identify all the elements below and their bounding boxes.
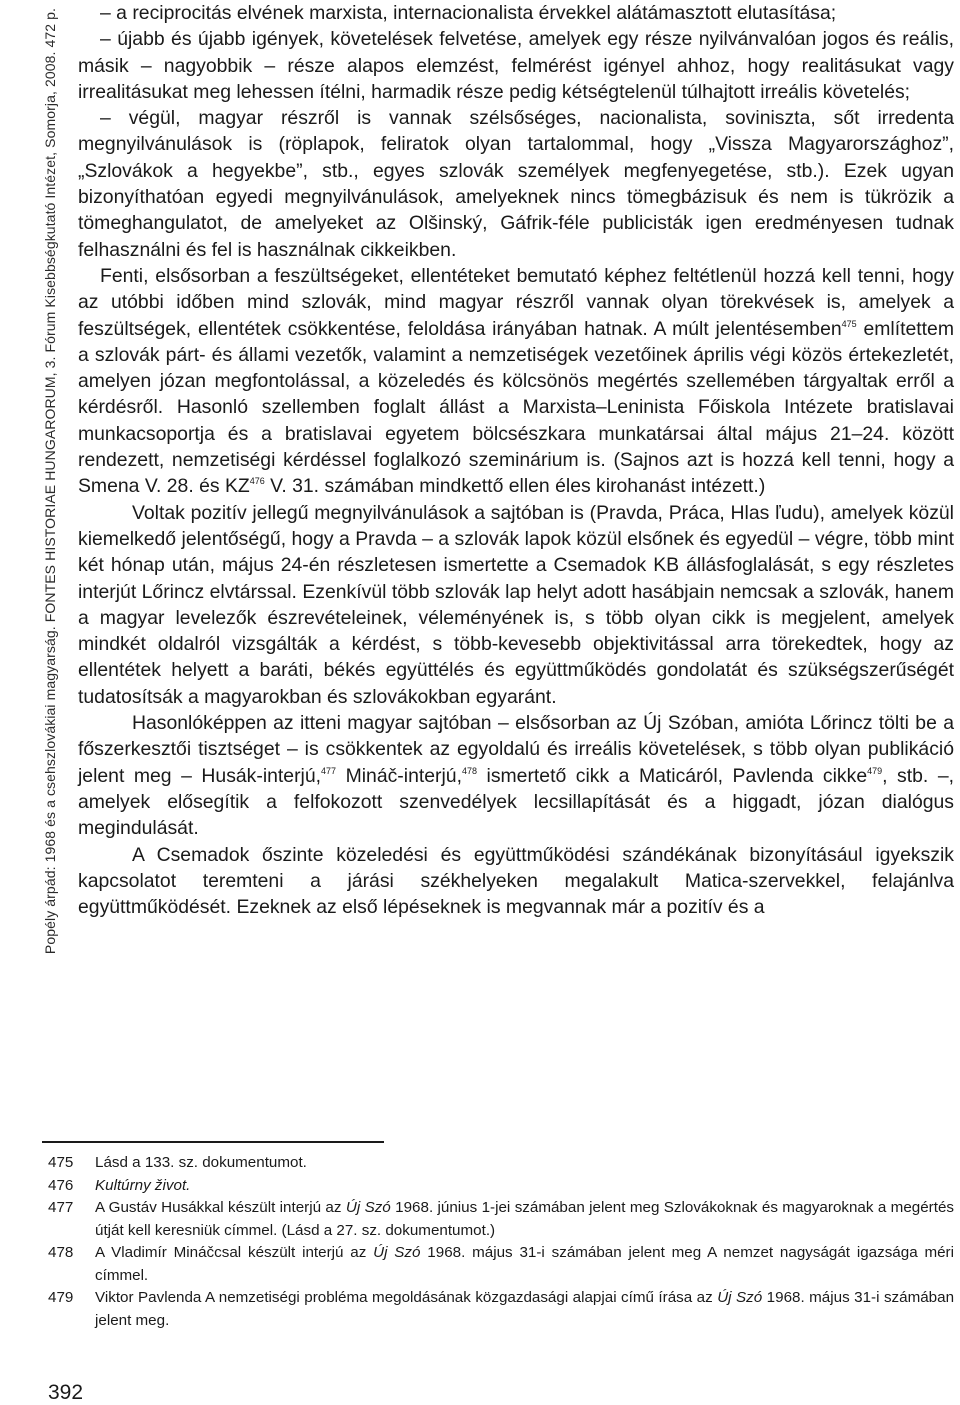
text-run: Fenti, elsősorban a feszültségeket, ellentéteket bemutató képhez feltétlenül hozzá kell tenni, hogy az utóbbi időben mind szlovák, mind magyar részről vannak olyan törekvések is, amelyek a feszültségek, ellentétek csökkentése, feloldása irányában hatnak. A múlt jelentésemben — [78, 264, 954, 340]
footnote-479 — [48, 1287, 954, 1332]
paragraph-7 — [78, 842, 954, 921]
footnote-text — [95, 1197, 954, 1242]
footnote-number: 479 — [48, 1289, 74, 1306]
paragraph-3 — [78, 105, 954, 263]
text-run: , stb. –, amelyek elősegítik a felfokozott szenvedélyek lecsillapítását és a higgadt, józan dialógus megindulását. — [78, 764, 954, 840]
footnote-ref: 478 — [461, 765, 477, 776]
text-run: Viktor Pavlenda A nemzetiségi probléma megoldásának közgazdasági alapjai című írása az — [95, 1289, 718, 1306]
text-run: említettem a szlovák párt- és állami vezetők, valamint a nemzetiségek vezetőinek április végi közös értekezletét, amelyen józan megfontolással, a közeledés és kölcsönös megértés szellemében tárgyaltak erről a kérdésről. Hasonló szellemben foglalt állást a Marxista–Leninista Főiskola Intézete bratislavai munkacsoportja és a bratislavai egyetem bölcsészkara munkatársai által május 21–24. között rendezett, nemzetiségi kérdéssel foglalkozó szeminárium is. (Sajnos azt is hozzá kell tenni, hogy a Smena V. 28. és KZ — [78, 317, 954, 498]
footnote-text — [95, 1287, 954, 1332]
text-run: A Csemadok őszinte közeledési és együttműködési szándékának bizonyításául igyekszik kapcsolatot teremteni a járási székhelyeken megalakult Matica-szervekkel, felajánlva együttműködését. Ezeknek az első lépéseknek is megvannak már a pozitív és a — [78, 843, 954, 919]
italic-title: Kultúrny život. — [95, 1176, 191, 1194]
italic-title: Új Szó — [345, 1199, 391, 1216]
footnote-ref: 476 — [249, 476, 265, 487]
italic-title: Új Szó — [717, 1289, 763, 1306]
text-run: 1968. május 31-i számában jelent meg A nemzet nagyságát igazsága méri címmel. — [95, 1244, 954, 1284]
text-run: A Vladimír Mináčcsal készült interjú az — [95, 1244, 374, 1261]
text-run: – végül, magyar részről is vannak szélsőséges, nacionalista, soviniszta, sőt irredenta megnyilvánulások is (röplapok, feliratok olyan tartalommal, hogy „Vissza Magyarországhoz”, „Szlovákok a hegyekbe”, stb., egyes szlovák személyek megfenyegetése, stb.). Ezek ugyan bizonyíthatóan egyedi megnyilvánulások, amelyeknek nincs tömegbázisuk és nem is tükrözik a tömeghangulatot, de amelyeket az Olšinský, Gáfrik-féle publicisták igen eredményesen tudnak felhasználni és fel is használnak cikkeikben. — [78, 107, 954, 261]
text-run: 1968. május 31-i számában jelent meg. — [95, 1289, 955, 1329]
footnote-number: 477 — [48, 1199, 74, 1216]
main-text — [78, 0, 954, 920]
text-run: Voltak pozitív jellegű megnyilvánulások a sajtóban is (Pravda, Práca, Hlas ľudu), amelyek közül kiemelkedő jelentőségű, hogy a Pravda – a szlovák lapok közül elsőnek és egyedül – végre, több mint két hónap után, május 24-én részletesen ismertette a Csemadok KB állásfoglalását, s egy részletes interjút Lőrincz elvtárssal. Ezenkívül több szlovák lap helyt adott hasábjain nemcsak a szlovák, hanem a magyar levelezők észrevételeinek, véleményének is, s több olyan cikk is megjelent, amelyek mindkét oldalról vizsgálták a kérdést, s több-kevesebb objektivitással arra törekedtek, hogy az ellentétek helyett a baráti, békés együttélés és együttműködés gondolatát és szükségszerűségét tudatosítsák a magyarokban és szlovákokban egyaránt. — [78, 501, 954, 708]
footnote-ref: 479 — [867, 765, 883, 776]
text-run: Mináč-interjú, — [336, 764, 462, 787]
footnote-text — [95, 1242, 954, 1287]
footnote-divider — [42, 1141, 384, 1143]
italic-title: Új Szó — [373, 1244, 421, 1261]
footnote-476 — [48, 1175, 954, 1198]
footnote-477 — [48, 1197, 954, 1242]
paragraph-4 — [78, 263, 954, 500]
footnote-number: 475 — [48, 1154, 74, 1171]
paragraph-6 — [78, 710, 954, 841]
footnote-number: 478 — [48, 1244, 74, 1261]
footnotes — [48, 1152, 954, 1332]
text-run: ismertető cikk a Maticáról, Pavlenda cikke — [477, 764, 868, 787]
paragraph-5 — [78, 500, 954, 710]
footnote-text — [95, 1152, 954, 1175]
footnote-478 — [48, 1242, 954, 1287]
text-run: 1968. június 1-jei számában jelent meg Szlovákoknak és magyaroknak a megértés útját kell keresniük címmel. (Lásd a 27. sz. dokumentumot.) — [95, 1199, 954, 1239]
text-run: – a reciprocitás elvének marxista, internacionalista érvekkel alátámasztott elutasítása; — [100, 2, 837, 24]
footnote-number: 476 — [48, 1176, 74, 1194]
text-run: Hasonlóképpen az itteni magyar sajtóban – elsősorban az Új Szóban, amióta Lőrincz tölti be a főszerkesztői tisztséget – is csökkentek az egyoldalú és irreális követelések, s több olyan publikáció jelent meg – Husák-interjú, — [78, 712, 954, 787]
footnote-text — [95, 1175, 954, 1198]
footnote-475 — [48, 1152, 954, 1175]
side-citation: Popély árpád: 1968 és a csehszlovákiai magyarság. FONTES HISTORIAE HUNGARORUM, 3. Fórum Kisebbségkutató Intézet, Somorja, 2008. 472 p. — [42, 8, 58, 955]
page-number: 392 — [48, 1381, 84, 1404]
text-run: A Gustáv Husákkal készült interjú az — [95, 1199, 346, 1216]
footnote-ref: 477 — [321, 765, 337, 776]
text-run: V. 31. számában mindkettő ellen éles kirohanást intézett.) — [264, 475, 766, 498]
text-run: – újabb és újabb igények, követelések felvetése, amelyek egy része nyilvánvalóan jogos és reális, másik – nagyobbik – része alapos elemzést, felmérést igényel ahhoz, hogy realitásukat vagy irrealitásukat meg lehessen ítélni, harmadik része pedig kétségtelenül túlhajtott irreális követelés; — [78, 28, 954, 103]
footnote-ref: 475 — [841, 318, 857, 329]
text-run: Lásd a 133. sz. dokumentumot. — [95, 1154, 307, 1171]
page-body — [78, 0, 954, 920]
paragraph-2 — [78, 26, 954, 105]
paragraph-1 — [78, 0, 954, 26]
